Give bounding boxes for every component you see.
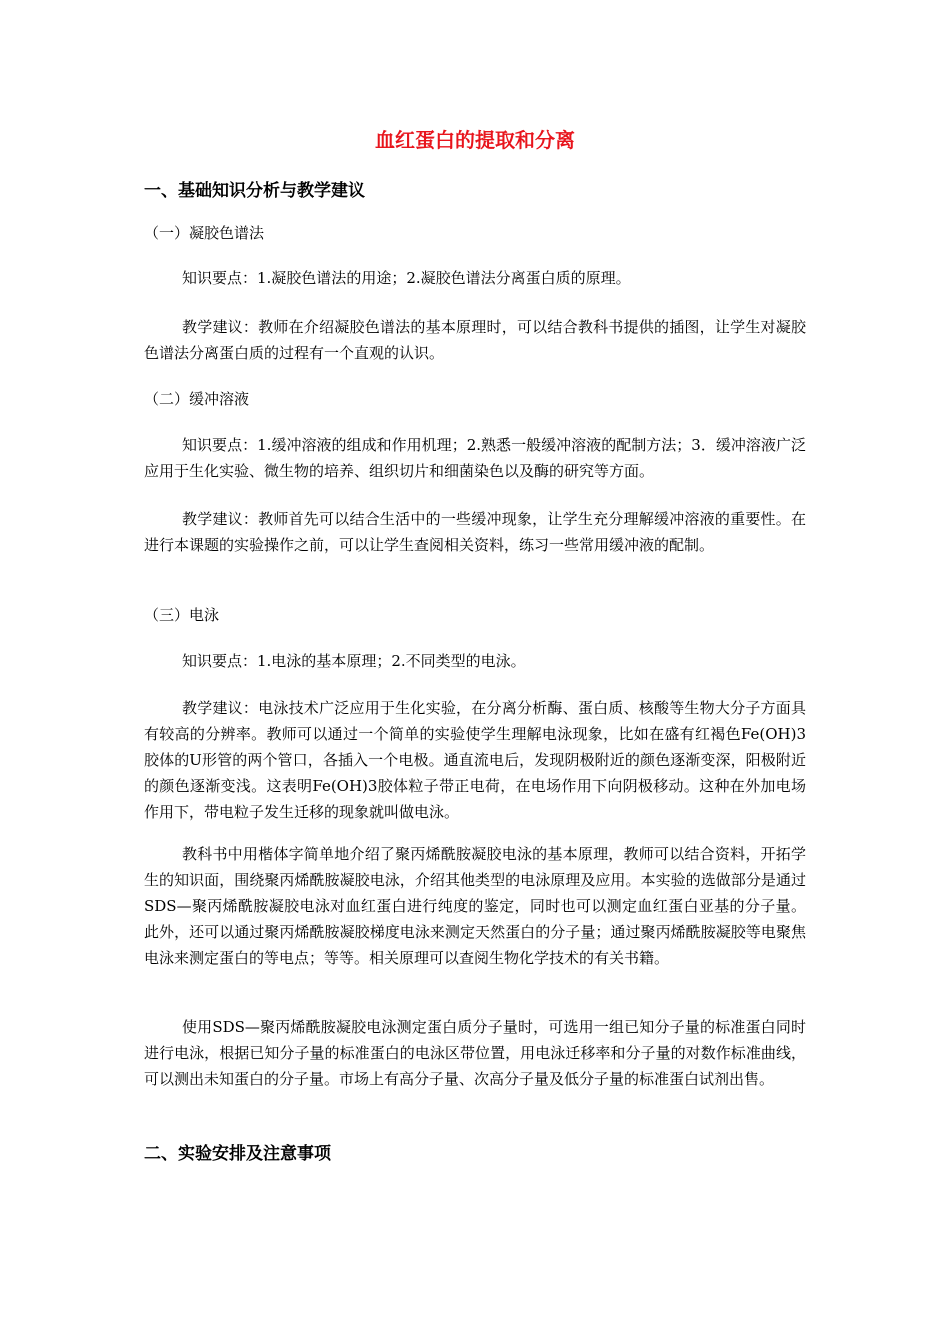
section-heading-2: 二、实验安排及注意事项 (144, 1144, 331, 1164)
paragraph-electrophoresis-advice: 教学建议：电泳技术广泛应用于生化实验，在分离分析酶、蛋白质、核酸等生物大分子方面具有较高的分辨率。教师可以通过一个简单的实验使学生理解电泳现象，比如在盛有红褐色Fe(OH)3胶体的U形管的两个管口，各插入一个电极。通直流电后，发现阴极附近的颜色逐渐变深，阳极附近的颜色逐渐变浅。这表明Fe(OH)3胶体粒子带正电荷，在电场作用下向阴极移动。这种在外加电场作用下，带电粒子发生迁移的现象就叫做电泳。 (144, 699, 806, 821)
paragraph-electrophoresis-textbook: 教科书中用楷体字简单地介绍了聚丙烯酰胺凝胶电泳的基本原理，教师可以结合资料，开拓学生的知识面，围绕聚丙烯酰胺凝胶电泳，介绍其他类型的电泳原理及应用。本实验的选做部分是通过SDS—聚丙烯酰胺凝胶电泳对血红蛋白进行纯度的鉴定，同时也可以测定血红蛋白亚基的分子量。此外，还可以通过聚丙烯酰胺凝胶梯度电泳来测定天然蛋白的分子量；通过聚丙烯酰胺凝胶等电聚焦电泳来测定蛋白的等电点；等等。相关原理可以查阅生物化学技术的有关书籍。 (144, 845, 806, 967)
paragraph-gel-advice: 教学建议：教师在介绍凝胶色谱法的基本原理时，可以结合教科书提供的插图，让学生对凝胶色谱法分离蛋白质的过程有一个直观的认识。 (144, 318, 806, 362)
subsection-heading-gel: （一）凝胶色谱法 (144, 224, 265, 242)
paragraph-electrophoresis-sds: 使用SDS—聚丙烯酰胺凝胶电泳测定蛋白质分子量时，可选用一组已知分子量的标准蛋白同时进行电泳，根据已知分子量的标准蛋白的电泳区带位置，用电泳迁移率和分子量的对数作标准曲线，可以测出未知蛋白的分子量。市场上有高分子量、次高分子量及低分子量的标准蛋白试剂出售。 (144, 1018, 806, 1088)
section-heading-1: 一、基础知识分析与教学建议 (144, 181, 365, 201)
paragraph-buffer-points: 知识要点：1.缓冲溶液的组成和作用机理；2.熟悉一般缓冲溶液的配制方法；3．缓冲溶液广泛应用于生化实验、微生物的培养、组织切片和细菌染色以及酶的研究等方面。 (144, 436, 806, 480)
paragraph-buffer-advice: 教学建议：教师首先可以结合生活中的一些缓冲现象，让学生充分理解缓冲溶液的重要性。在进行本课题的实验操作之前，可以让学生查阅相关资料，练习一些常用缓冲液的配制。 (144, 510, 806, 554)
subsection-heading-buffer: （二）缓冲溶液 (144, 390, 250, 408)
subsection-heading-electrophoresis: （三）电泳 (144, 606, 220, 624)
paragraph-gel-points: 知识要点：1.凝胶色谱法的用途；2.凝胶色谱法分离蛋白质的原理。 (182, 269, 631, 287)
document-title: 血红蛋白的提取和分离 (375, 128, 575, 152)
paragraph-electrophoresis-points: 知识要点：1.电泳的基本原理；2.不同类型的电泳。 (182, 652, 526, 670)
